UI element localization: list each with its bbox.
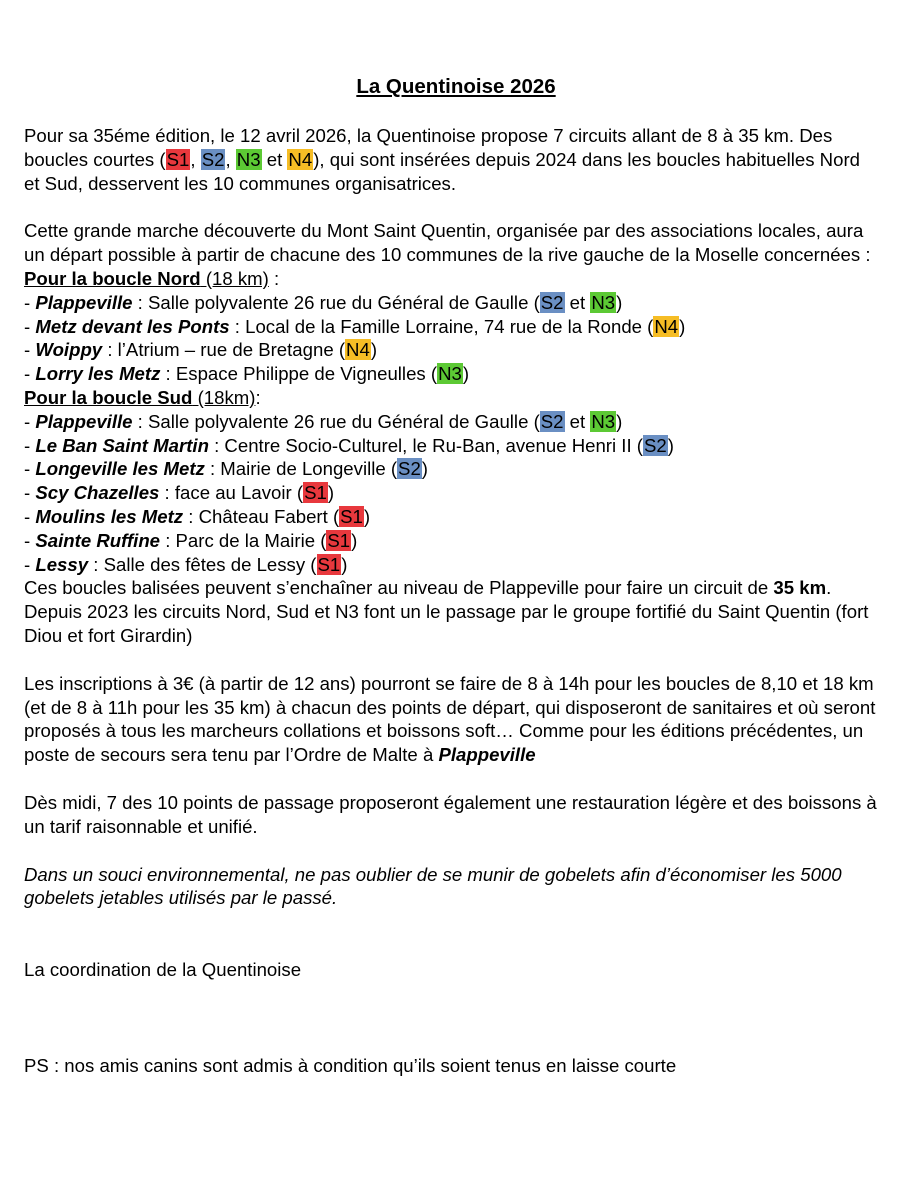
- item-town: Metz devant les Ponts: [35, 315, 230, 337]
- list-item: [24, 481, 880, 505]
- item-town: Lessy: [35, 553, 89, 575]
- item-end: ): [370, 339, 378, 361]
- item-end: ): [341, 553, 348, 575]
- item-dash: -: [24, 291, 36, 313]
- tag-s1: S1: [166, 148, 190, 170]
- document-title: La Quentinoise 2026: [356, 75, 556, 98]
- item-description: : Salle polyvalente 26 rue du Général de Gaulle (: [132, 291, 540, 313]
- ps-note: PS : nos amis canins sont admis à condition qu’ils soient tenus en laisse courte: [24, 1054, 677, 1076]
- item-end: ): [462, 363, 470, 385]
- intro-comma-1: ,: [190, 148, 201, 170]
- intro-comma-2: ,: [225, 148, 236, 170]
- description-paragraph: Cette grande marche découverte du Mont Saint Quentin, organisée par des associations locales, aura un départ possible à partir de chacune des 10 communes de la rive gauche de la Moselle concernées :: [24, 220, 871, 266]
- item-tag: S1: [317, 553, 341, 575]
- inscriptions-paragraph: [24, 672, 880, 767]
- tag-n3: N3: [236, 148, 261, 170]
- item-dash: -: [24, 339, 36, 361]
- item-description: : Salle des fêtes de Lessy (: [88, 553, 317, 575]
- item-town: Le Ban Saint Martin: [35, 434, 209, 456]
- item-description: : Château Fabert (: [183, 505, 340, 527]
- nord-heading: [24, 267, 880, 291]
- item-tag: S1: [304, 482, 327, 504]
- item-description: : Parc de la Mairie (: [160, 529, 327, 551]
- sud-distance: (18km): [192, 386, 256, 408]
- item-dash: -: [24, 458, 36, 480]
- item-tag: N4: [346, 339, 370, 361]
- list-item: [24, 338, 880, 362]
- item-end: ): [616, 410, 623, 432]
- intro-paragraph: [24, 124, 880, 195]
- item-tag: N4: [654, 315, 679, 337]
- item-tag: S1: [327, 529, 351, 551]
- item-and: et: [564, 410, 591, 432]
- item-description: : Espace Philippe de Vigneulles (: [160, 363, 438, 385]
- item-town: Moulins les Metz: [35, 505, 184, 527]
- sud-heading: [24, 386, 880, 410]
- chain-distance: 35 km: [773, 577, 827, 599]
- sud-heading-label: Pour la boucle Sud: [24, 386, 193, 408]
- item-description: : face au Lavoir (: [159, 482, 304, 504]
- item-end: ): [327, 482, 335, 504]
- item-description: : l’Atrium – rue de Bretagne (: [102, 339, 346, 361]
- sud-list: [24, 410, 880, 577]
- item-dash: -: [24, 410, 36, 432]
- item-town: Plappeville: [35, 291, 133, 313]
- title-block: [24, 70, 880, 124]
- list-item: [24, 529, 880, 553]
- nord-distance: (18 km): [200, 267, 269, 289]
- item-tag: S1: [340, 505, 363, 527]
- list-item: [24, 505, 880, 529]
- item-end: ): [667, 434, 674, 456]
- item-description: : Salle polyvalente 26 rue du Général de Gaulle (: [132, 410, 540, 432]
- chain-text: Ces boucles balisées peuvent s’enchaîner au niveau de Plappeville pour faire un circuit de: [24, 577, 774, 599]
- item-dash: -: [24, 482, 36, 504]
- item-town: Lorry les Metz: [35, 363, 161, 385]
- item-tag: N3: [438, 363, 462, 385]
- item-town: Longeville les Metz: [35, 458, 205, 480]
- item-description: : Mairie de Longeville (: [204, 458, 398, 480]
- item-dash: -: [24, 363, 36, 385]
- item-tag: N3: [591, 410, 616, 432]
- list-item: [24, 315, 880, 339]
- item-tag: S2: [540, 291, 564, 313]
- item-end: ): [679, 315, 686, 337]
- item-tag: S2: [398, 458, 421, 480]
- item-and: et: [564, 291, 591, 313]
- item-end: ): [616, 291, 623, 313]
- tag-n4: N4: [288, 148, 313, 170]
- nord-heading-label: Pour la boucle Nord: [24, 267, 201, 289]
- item-tag: S2: [540, 410, 564, 432]
- list-item: [24, 291, 880, 315]
- nord-list: [24, 291, 880, 386]
- list-item: [24, 410, 880, 434]
- list-item: [24, 434, 880, 458]
- inscriptions-town: Plappeville: [438, 744, 536, 766]
- item-end: ): [351, 529, 358, 551]
- item-dash: -: [24, 315, 36, 337]
- fort-paragraph: Depuis 2023 les circuits Nord, Sud et N3 font un le passage par le groupe fortifié du Saint Quentin (fort Diou et fort Girardin): [24, 601, 869, 646]
- midi-paragraph: Dès midi, 7 des 10 points de passage proposeront également une restauration légère et des boissons à un tarif raisonnable et unifié.: [24, 791, 877, 837]
- item-town: Sainte Ruffine: [35, 529, 161, 551]
- item-dash: -: [24, 529, 36, 551]
- item-tag: S2: [644, 434, 667, 456]
- item-dash: -: [24, 505, 36, 527]
- inscriptions-text: Les inscriptions à 3€ (à partir de 12 ans) pourront se faire de 8 à 14h pour les boucles de 8,10 et 18 km (et de 8 à 11h pour les 35 km) à chacun des points de départ, qui disposeront de sanitaires et où seront proposés à tous les marcheurs collations et boissons soft… Comme pour les éditions précédentes, un poste de secours sera tenu par l’Ordre de Malte à: [24, 672, 876, 766]
- document-page: [24, 70, 880, 1078]
- list-item: [24, 362, 880, 386]
- item-dash: -: [24, 553, 36, 575]
- sud-suffix: :: [255, 386, 261, 408]
- item-tag: N3: [591, 291, 616, 313]
- item-end: ): [363, 505, 371, 527]
- signature: La coordination de la Quentinoise: [24, 959, 302, 981]
- item-town: Woippy: [35, 339, 103, 361]
- chain-paragraph: [24, 576, 880, 600]
- item-dash: -: [24, 434, 36, 456]
- tag-s2: S2: [201, 148, 225, 170]
- item-description: : Local de la Famille Lorraine, 74 rue de la Ronde (: [229, 315, 654, 337]
- intro-text-1: Pour sa 35éme édition, le 12 avril 2026, la Quentinoise propose 7 circuits allant de 8 à 35 km. Des boucles courtes (: [24, 125, 833, 170]
- item-end: ): [421, 458, 428, 480]
- list-item: [24, 553, 880, 577]
- environment-note: Dans un souci environnemental, ne pas oublier de se munir de gobelets afin d’économiser les 5000 gobelets jetables utilisés par le passé.: [24, 863, 842, 909]
- item-town: Plappeville: [35, 410, 133, 432]
- nord-suffix: :: [268, 267, 280, 289]
- intro-text-2: ), qui sont insérées depuis 2024 dans les boucles habituelles Nord et Sud, desservent les 10 communes organisatrices.: [24, 148, 860, 194]
- item-town: Scy Chazelles: [35, 482, 160, 504]
- intro-and: et: [261, 148, 288, 170]
- item-description: : Centre Socio-Culturel, le Ru-Ban, avenue Henri II (: [208, 434, 643, 456]
- chain-end: .: [826, 577, 832, 599]
- list-item: [24, 457, 880, 481]
